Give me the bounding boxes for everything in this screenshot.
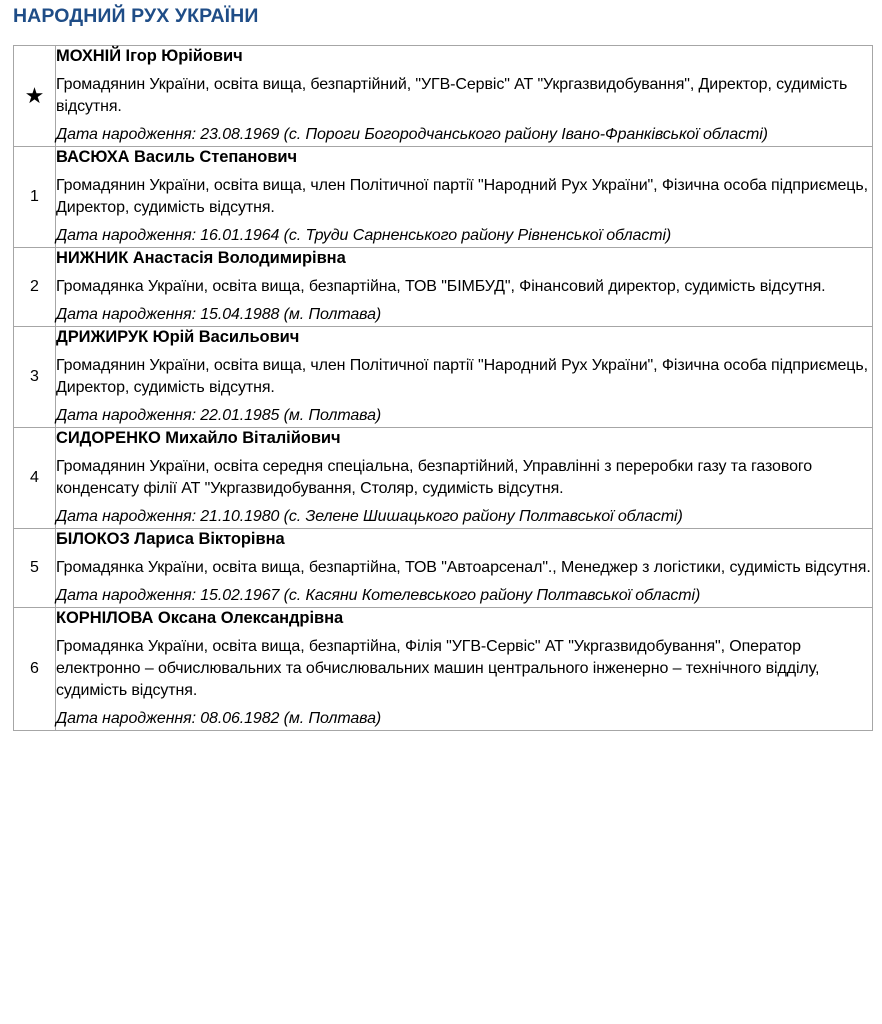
candidate-birth-info: Дата народження: 16.01.1964 (с. Труди Сарненського району Рівненської області) <box>56 227 672 244</box>
candidate-birth-info: Дата народження: 22.01.1985 (м. Полтава) <box>56 407 382 424</box>
candidate-name: ВАСЮХА Василь Степанович <box>56 148 298 166</box>
candidate-cell <box>56 327 873 428</box>
candidate-cell <box>56 248 873 327</box>
candidate-birth-info: Дата народження: 15.02.1967 (с. Касяни Котелевського району Полтавської області) <box>56 587 701 604</box>
page-title: НАРОДНИЙ РУХ УКРАЇНИ <box>13 5 259 27</box>
candidate-cell <box>56 46 873 147</box>
candidate-cell <box>56 529 873 608</box>
table-row <box>14 147 873 248</box>
candidate-description: Громадянин України, освіта вища, безпартійний, "УГВ-Сервіс" АТ "Укргазвидобування", Директор, судимість відсутня. <box>56 76 848 115</box>
candidate-cell <box>56 608 873 731</box>
row-number: 3 <box>14 327 56 428</box>
candidate-name: НИЖНИК Анастасія Володимирівна <box>56 249 346 267</box>
candidate-table-body <box>14 46 873 731</box>
table-row <box>14 46 873 147</box>
row-number: 1 <box>14 147 56 248</box>
table-row <box>14 529 873 608</box>
candidate-birth-info: Дата народження: 23.08.1969 (с. Пороги Богородчанського району Івано-Франківської області) <box>56 126 768 143</box>
candidate-description: Громадянин України, освіта вища, член Політичної партії "Народний Рух України", Фізична особа підприємець, Директор, судимість відсутня. <box>56 177 868 216</box>
row-number: 4 <box>14 428 56 529</box>
table-row <box>14 428 873 529</box>
table-row <box>14 608 873 731</box>
candidate-name: БІЛОКОЗ Лариса Вікторівна <box>56 530 285 548</box>
candidate-name: СИДОРЕНКО Михайло Віталійович <box>56 429 341 447</box>
table-row <box>14 248 873 327</box>
candidate-birth-info: Дата народження: 21.10.1980 (с. Зелене Шишацького району Полтавської області) <box>56 508 683 525</box>
row-number: 5 <box>14 529 56 608</box>
row-star-marker <box>14 46 56 147</box>
table-row <box>14 327 873 428</box>
star-icon: ★ <box>24 83 45 108</box>
candidate-cell <box>56 147 873 248</box>
candidate-birth-info: Дата народження: 08.06.1982 (м. Полтава) <box>56 710 382 727</box>
candidate-name: КОРНІЛОВА Оксана Олександрівна <box>56 609 344 627</box>
candidate-name: ДРИЖИРУК Юрій Васильович <box>56 328 300 346</box>
candidate-description: Громадянка України, освіта вища, безпартійна, ТОВ "БІМБУД", Фінансовий директор, судимість відсутня. <box>56 278 826 295</box>
candidate-description: Громадянин України, освіта середня спеціальна, безпартійний, Управлінні з переробки газу та газового конденсату філії АТ "Укргазвидобування, Столяр, судимість відсутня. <box>56 458 813 497</box>
candidate-name: МОХНІЙ Ігор Юрійович <box>56 47 243 65</box>
candidate-description: Громадянка України, освіта вища, безпартійна, ТОВ "Автоарсенал"., Менеджер з логістики, судимість відсутня. <box>56 559 871 576</box>
candidate-description: Громадянин України, освіта вища, член Політичної партії "Народний Рух України", Фізична особа підприємець, Директор, судимість відсутня. <box>56 357 868 396</box>
candidate-cell <box>56 428 873 529</box>
row-number: 2 <box>14 248 56 327</box>
candidate-description: Громадянка України, освіта вища, безпартійна, Філія "УГВ-Сервіс" АТ "Укргазвидобування", Оператор електронно – обчислювальних та обчислювальних машин центрального інженерно – технічного відділу, судимість відсутня. <box>56 638 820 699</box>
candidate-birth-info: Дата народження: 15.04.1988 (м. Полтава) <box>56 306 382 323</box>
row-number: 6 <box>14 608 56 731</box>
candidate-table <box>13 45 873 731</box>
